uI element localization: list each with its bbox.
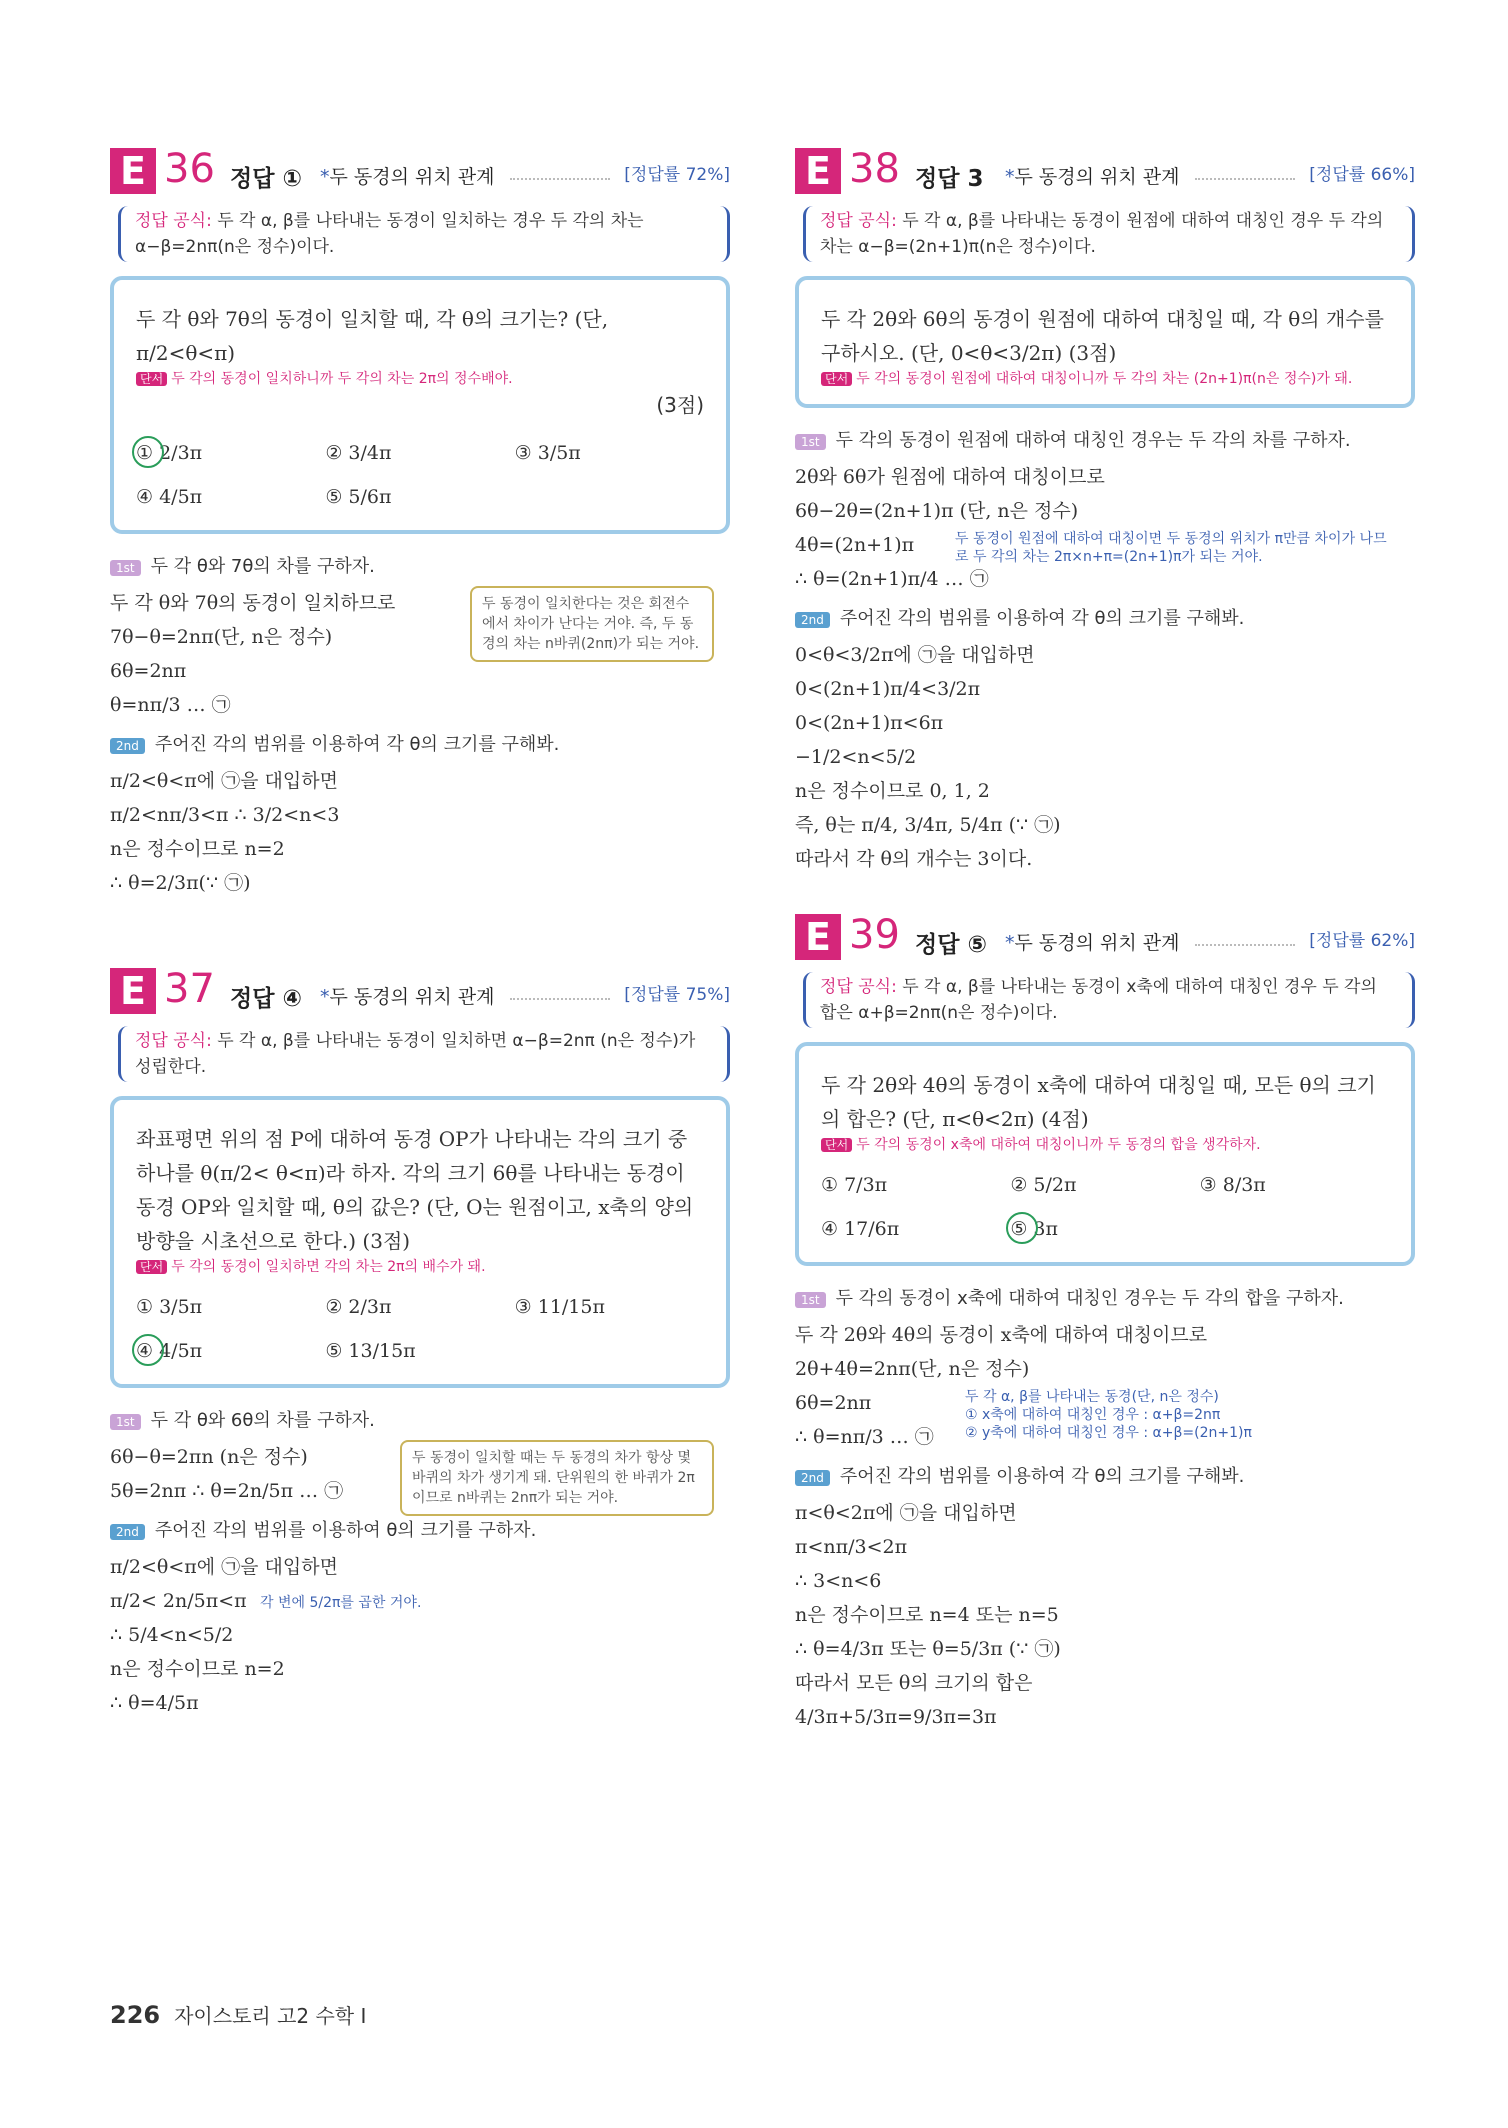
solution-line: 6θ−θ=2πn (n은 정수) [110, 1446, 308, 1468]
choice-3[interactable]: ③ 11/15π [514, 1296, 605, 1318]
solution-line: 0<(2n+1)π/4<3/2π [795, 678, 981, 700]
question-text: 좌표평면 위의 점 P에 대하여 동경 OP가 나타내는 각의 크기 중 하나를 θ(π/2< θ<π)라 하자. 각의 크기 6θ를 나타내는 동경이 동경 OP와 일치할 때, θ의 값은? (단, O는 원점이고, x축의 양의 방향을 시초선으로 한다.) (3점) [136, 1127, 694, 1253]
book-title: 자이스토리 고2 수학 I [174, 2004, 367, 2028]
page-number: 226 [110, 2001, 161, 2029]
solution-line: 4/3π+5/3π=9/3π=3π [795, 1706, 997, 1728]
topic: *두 동경의 위치 관계 [1005, 166, 1180, 188]
step-1: 1st 두 각 θ와 6θ의 차를 구하자. [110, 1406, 730, 1432]
page-footer [110, 2000, 366, 2029]
solution-line: n은 정수이므로 n=2 [110, 1658, 285, 1680]
choices [821, 1168, 1389, 1246]
solution-line: 두 각 2θ와 4θ의 동경이 x축에 대하여 대칭이므로 [795, 1324, 1208, 1346]
accuracy-rate: [정답률 75%] [624, 985, 730, 1005]
hint: 단서 두 각의 동경이 일치하면 각의 차는 2π의 배수가 돼. [136, 1258, 704, 1276]
section-badge: E [795, 914, 841, 960]
solution-line: ∴ θ=2/3π(∵ ㉠) [110, 872, 251, 894]
solution-line: ∴ 5/4<n<5/2 [110, 1624, 234, 1646]
solution-line: 5θ=2nπ ∴ θ=2n/5π … ㉠ [110, 1480, 344, 1502]
solution-line: n은 정수이므로 0, 1, 2 [795, 780, 990, 802]
divider [510, 178, 610, 180]
solution-line: n은 정수이므로 n=4 또는 n=5 [795, 1604, 1059, 1626]
step-2: 2nd 주어진 각의 범위를 이용하여 θ의 크기를 구하자. [110, 1516, 730, 1542]
right-column [795, 140, 1415, 1734]
step-1: 1st 두 각의 동경이 x축에 대하여 대칭인 경우는 두 각의 합을 구하자. [795, 1284, 1415, 1310]
star-icon: * [1005, 166, 1015, 188]
answer-label: 정답 3 [915, 166, 984, 192]
choice-2[interactable]: ② 5/2π [1010, 1174, 1077, 1196]
solution-line: 두 각 θ와 7θ의 동경이 일치하므로 [110, 592, 396, 614]
solution-line: −1/2<n<5/2 [795, 746, 917, 768]
section-badge: E [110, 968, 156, 1014]
solution-2 [110, 1550, 730, 1720]
problem-header [795, 140, 1415, 202]
choices [136, 1290, 704, 1368]
solution-line: 0<θ<3/2π에 ㉠을 대입하면 [795, 644, 1035, 666]
question-text: 두 각 2θ와 4θ의 동경이 x축에 대하여 대칭일 때, 모든 θ의 크기의 합은? (단, π<θ<2π) (4점) [821, 1073, 1376, 1131]
solution-line: 6θ−2θ=(2n+1)π (단, n은 정수) [795, 500, 1079, 522]
star-icon: * [320, 166, 330, 188]
solution-line: 따라서 각 θ의 개수는 3이다. [795, 848, 1033, 870]
answer-formula: 정답 공식: 두 각 α, β를 나타내는 동경이 일치하면 α−β=2nπ (n은 정수)가 성립한다. [118, 1026, 730, 1082]
points: (3점) [656, 393, 704, 417]
answer-label: 정답 ⑤ [915, 932, 987, 958]
choice-5[interactable]: ⑤ 13/15π [325, 1340, 416, 1362]
solution-line: ∴ θ=4/3π 또는 θ=5/3π (∵ ㉠) [795, 1638, 1061, 1660]
hint: 단서 두 각의 동경이 일치하니까 두 각의 차는 2π의 정수배야. [136, 370, 704, 388]
hint: 단서 두 각의 동경이 x축에 대하여 대칭이니까 두 동경의 합을 생각하자. [821, 1136, 1389, 1154]
choices [136, 436, 704, 514]
solution-line: ∴ θ=4/5π [110, 1692, 199, 1714]
topic: *두 동경의 위치 관계 [320, 986, 495, 1008]
problem-number: 36 [164, 146, 215, 192]
choice-4[interactable]: ④ 17/6π [821, 1218, 900, 1240]
answer-label: 정답 ④ [230, 986, 302, 1012]
choice-4[interactable]: ④ 4/5π [136, 486, 203, 508]
choice-3[interactable]: ③ 3/5π [514, 442, 581, 464]
solution-line: ∴ θ=(2n+1)π/4 … ㉠ [795, 568, 989, 590]
solution-1 [795, 460, 1415, 596]
step-1: 1st 두 각 θ와 7θ의 차를 구하자. [110, 552, 730, 578]
solution-line: n은 정수이므로 n=2 [110, 838, 285, 860]
problem-36 [110, 140, 730, 900]
step-1: 1st 두 각의 동경이 원점에 대하여 대칭인 경우는 두 각의 차를 구하자. [795, 426, 1415, 452]
choice-1[interactable]: ① 7/3π [821, 1174, 888, 1196]
choice-2[interactable]: ② 2/3π [325, 1296, 392, 1318]
topic: *두 동경의 위치 관계 [1005, 932, 1180, 954]
side-note: 두 동경이 원점에 대하여 대칭이면 두 동경의 위치가 π만큼 차이가 나므로 두 각의 차는 2π×n+π=(2n+1)π가 되는 거야. [955, 531, 1387, 565]
problem-38 [795, 140, 1415, 876]
solution-line: 4θ=(2n+1)π [795, 534, 915, 556]
problem-header [110, 140, 730, 202]
solution-line: 7θ−θ=2nπ(단, n은 정수) [110, 626, 333, 648]
problem-header [795, 906, 1415, 968]
solution-1 [110, 1440, 730, 1508]
problem-39 [795, 906, 1415, 1734]
question-box [110, 276, 730, 534]
solution-line: 즉, θ는 π/4, 3/4π, 5/4π (∵ ㉠) [795, 814, 1061, 836]
solution-line: 6θ=2nπ [110, 660, 187, 682]
problem-37 [110, 960, 730, 1720]
solution-line: 2θ+4θ=2nπ(단, n은 정수) [795, 1358, 1030, 1380]
accuracy-rate: [정답률 62%] [1309, 931, 1415, 951]
step-2: 2nd 주어진 각의 범위를 이용하여 각 θ의 크기를 구해봐. [795, 1462, 1415, 1488]
side-note: 두 각 α, β를 나타내는 동경(단, n은 정수) ① x축에 대하여 대칭인 경우 : α+β=2nπ ② y축에 대하여 대칭인 경우 : α+β=(2n+1)π [965, 1389, 1252, 1441]
choice-2[interactable]: ② 3/4π [325, 442, 392, 464]
left-column [110, 140, 730, 1720]
solution-line: π/2<θ<π에 ㉠을 대입하면 [110, 770, 338, 792]
choice-1[interactable]: ① 2/3π [136, 436, 325, 470]
topic: *두 동경의 위치 관계 [320, 166, 495, 188]
divider [1195, 944, 1295, 946]
divider [1195, 178, 1295, 180]
answer-formula: 정답 공식: 두 각 α, β를 나타내는 동경이 원점에 대하여 대칭인 경우 두 각의 차는 α−β=(2n+1)π(n은 정수)이다. [803, 206, 1415, 262]
answer-label: 정답 ① [230, 166, 302, 192]
problem-number: 37 [164, 966, 215, 1012]
problem-number: 38 [849, 146, 900, 192]
solution-line: ∴ θ=nπ/3 … ㉠ [795, 1426, 934, 1448]
side-note: 각 변에 5/2π를 곱한 거야. [260, 1595, 422, 1611]
solution-line: 6θ=2nπ [795, 1392, 872, 1414]
solution-line: π/2<θ<π에 ㉠을 대입하면 [110, 1556, 338, 1578]
choice-5[interactable]: ⑤ 5/6π [325, 486, 392, 508]
choice-1[interactable]: ① 3/5π [136, 1296, 203, 1318]
section-badge: E [110, 148, 156, 194]
note-box: 두 동경이 일치할 때는 두 동경의 차가 항상 몇 바퀴의 차가 생기게 돼. 단위원의 한 바퀴가 2π이므로 n바퀴는 2nπ가 되는 거야. [400, 1440, 714, 1516]
solution-line: π/2< 2n/5π<π [110, 1590, 247, 1612]
question-box [110, 1096, 730, 1388]
step-2: 2nd 주어진 각의 범위를 이용하여 각 θ의 크기를 구해봐. [795, 604, 1415, 630]
solution-1 [110, 586, 730, 722]
solution-line: π<θ<2π에 ㉠을 대입하면 [795, 1502, 1017, 1524]
solution-line: 2θ와 6θ가 원점에 대하여 대칭이므로 [795, 466, 1105, 488]
solution-line: 따라서 모든 θ의 크기의 합은 [795, 1672, 1033, 1694]
solution-line: 0<(2n+1)π<6π [795, 712, 944, 734]
choice-3[interactable]: ③ 8/3π [1199, 1174, 1266, 1196]
problem-header [110, 960, 730, 1022]
hint: 단서 두 각의 동경이 원점에 대하여 대칭이니까 두 각의 차는 (2n+1)π(n은 정수)가 돼. [821, 370, 1389, 388]
section-badge: E [795, 148, 841, 194]
accuracy-rate: [정답률 66%] [1309, 165, 1415, 185]
solution-line: π<nπ/3<2π [795, 1536, 908, 1558]
star-icon: * [1005, 932, 1015, 954]
question-box [795, 1042, 1415, 1266]
accuracy-rate: [정답률 72%] [624, 165, 730, 185]
question-text: 두 각 θ와 7θ의 동경이 일치할 때, 각 θ의 크기는? (단, π/2<θ<π) [136, 307, 609, 365]
choice-4[interactable]: ④ 4/5π [136, 1334, 325, 1368]
solution-1 [795, 1318, 1415, 1454]
note-box: 두 동경이 일치한다는 것은 회전수에서 차이가 난다는 거야. 즉, 두 동경의 차는 n바퀴(2nπ)가 되는 거야. [470, 586, 714, 662]
answer-formula: 정답 공식: 두 각 α, β를 나타내는 동경이 일치하는 경우 두 각의 차는 α−β=2nπ(n은 정수)이다. [118, 206, 730, 262]
question-text: 두 각 2θ와 6θ의 동경이 원점에 대하여 대칭일 때, 각 θ의 개수를 구하시오. (단, 0<θ<3/2π) (3점) [821, 307, 1384, 365]
problem-number: 39 [849, 912, 900, 958]
solution-line: ∴ 3<n<6 [795, 1570, 882, 1592]
divider [510, 998, 610, 1000]
step-2: 2nd 주어진 각의 범위를 이용하여 각 θ의 크기를 구해봐. [110, 730, 730, 756]
answer-formula: 정답 공식: 두 각 α, β를 나타내는 동경이 x축에 대하여 대칭인 경우 두 각의 합은 α+β=2nπ(n은 정수)이다. [803, 972, 1415, 1028]
star-icon: * [320, 986, 330, 1008]
solution-line: θ=nπ/3 … ㉠ [110, 694, 231, 716]
solution-line: π/2<nπ/3<π ∴ 3/2<n<3 [110, 804, 340, 826]
choice-5[interactable]: ⑤ 3π [1010, 1212, 1199, 1246]
question-box [795, 276, 1415, 408]
